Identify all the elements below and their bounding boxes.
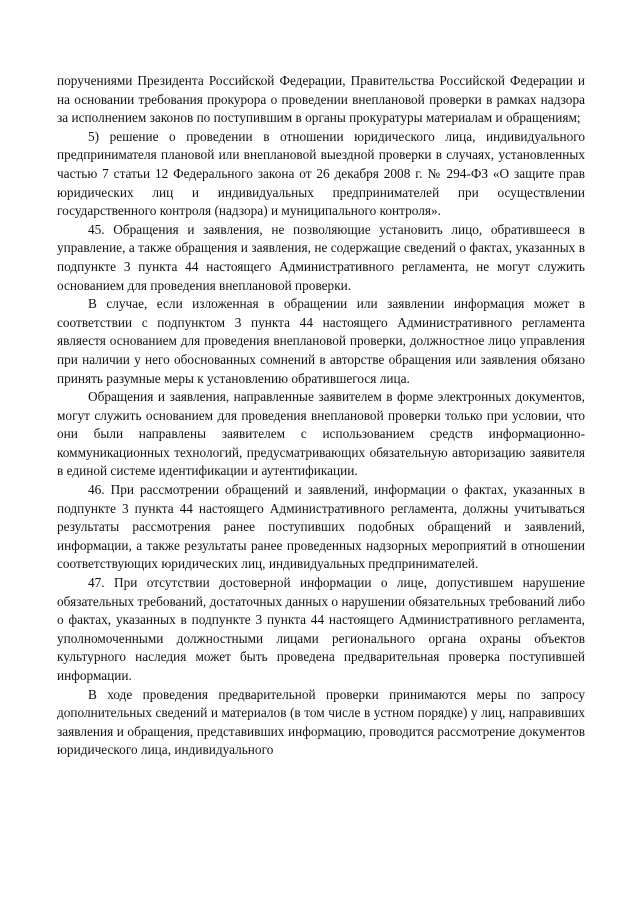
document-body bbox=[57, 72, 585, 760]
paragraph-continuation: поручениями Президента Российской Федерации, Правительства Российской Федерации и на основании требования прокурора о проведении внеплановой проверки в рамках надзора за исполнением законов по поступившим в органы прокуратуры материалам и обращениям; bbox=[57, 73, 585, 126]
paragraph-item-5: 5) решение о проведении в отношении юридического лица, индивидуального предпринимателя плановой или внеплановой выездной проверки в случаях, установленных частью 7 статьи 12 Федерального закона от 26 декабря 2008 г. № 294-ФЗ «О защите прав юридических лиц и индивидуальных предпринимателей при осуществлении государственного контроля (надзора) и муниципального контроля». bbox=[57, 128, 585, 219]
paragraph-45-electronic: Обращения и заявления, направленные заявителем в форме электронных документов, могут служить основанием для проведения внеплановой проверки только при условии, что они были направлены заявителем с использованием средств информационно-коммуникационных технологий, предусматривающих обязательную авторизацию заявителя в единой системе идентификации и аутентификации. bbox=[57, 389, 585, 479]
paragraph-47: 47. При отсутствии достоверной информации о лице, допустившем нарушение обязательных требований, достаточных данных о нарушении обязательных требований либо о фактах, указанных в подпункте 3 пункта 44 настоящего Административного регламента, уполномоченными должностными лицами регионального органа охраны объектов культурного наследия может быть проведена предварительная проверка поступившей информации. bbox=[57, 575, 585, 683]
paragraph-45: 45. Обращения и заявления, не позволяющие установить лицо, обратившееся в управление, а также обращения и заявления, не содержащие сведений о фактах, указанных в подпункте 3 пункта 44 настоящего Административного регламента, не могут служить основанием для проведения внеплановой проверки. bbox=[57, 221, 585, 293]
paragraph-47-check: В ходе проведения предварительной проверки принимаются меры по запросу дополнительных сведений и материалов (в том числе в устном порядке) у лиц, направивших заявления и обращения, представивших информацию, проводится рассмотрение документов юридического лица, индивидуального bbox=[57, 686, 585, 758]
paragraph-45-case: В случае, если изложенная в обращении или заявлении информация может в соответствии с подпунктом 3 пункта 44 настоящего Административного регламента являестя основанием для проведения внеплановой проверки, должностное лицо управления при наличии у него обоснованных сомнений в авторстве обращения или заявления обязано принять разумные меры к установлению обратившегося лица. bbox=[57, 296, 585, 386]
paragraph-46: 46. При рассмотрении обращений и заявлений, информации о фактах, указанных в подпункте 3 пункта 44 настоящего Административного регламента, должны учитываться результаты рассмотрения ранее поступивших подобных обращений и заявлений, информации, а также результаты ранее проведенных надзорных мероприятий в отношении соответствующих юридических лиц, индивидуальных предпринимателей. bbox=[57, 482, 585, 572]
